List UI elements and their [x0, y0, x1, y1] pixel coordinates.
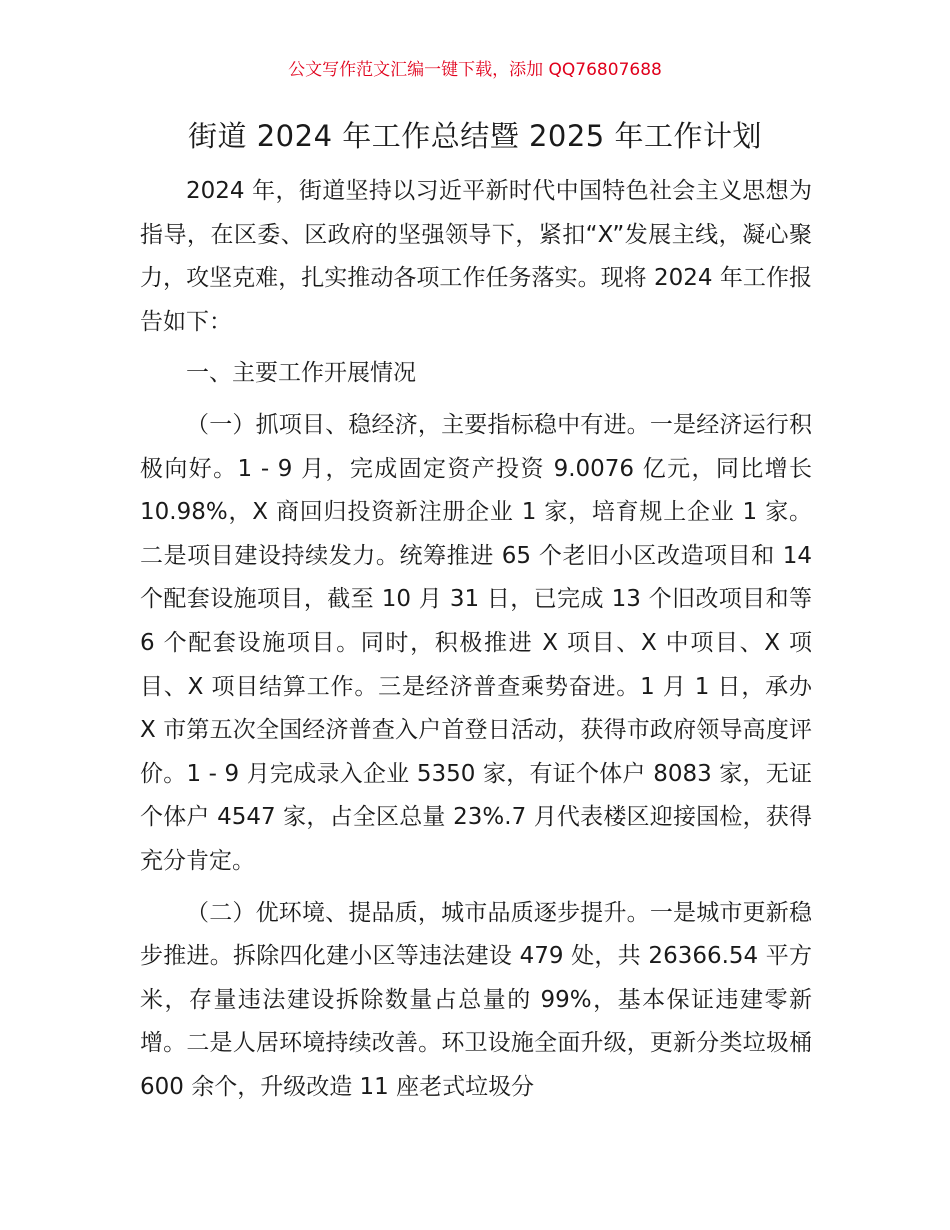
- section-heading: 一、主要工作开展情况: [186, 360, 416, 387]
- document-title: 街道 2024 年工作总结暨 2025 年工作计划: [188, 119, 762, 153]
- paragraph-economy: （一）抓项目、稳经济，主要指标稳中有进。一是经济运行积极向好。1 - 9 月，完成固定资产投资 9.0076 亿元，同比增长 10.98%，X 商回归投资新注册企业 1 家，培育规上企业 1 家。二是项目建设持续发力。统筹推进 65 个老旧小区改造项目和 14 个配套设施项目，截至 10 月 31 日，已完成 13 个旧改项目和等 6 个配套设施项目。同时，积极推进 X 项目、X 中项目、X 项目、X 项目结算工作。三是经济普查乘势奋进。1 月 1 日，承办 X 市第五次全国经济普查入户首登日活动，获得市政府领导高度评价。1 - 9 月完成录入企业 5350 家，有证个体户 8083 家，无证个体户 4547 家，占全区总量 23%.7 月代表楼区迎接国检，获得充分肯定。: [140, 411, 812, 874]
- document-body: [140, 170, 812, 1109]
- paragraph-environment: （二）优环境、提品质，城市品质逐步提升。一是城市更新稳步推进。拆除四化建小区等违法建设 479 处，共 26366.54 平方米，存量违法建设拆除数量占总量的 99%，基本保证违建零新增。二是人居环境持续改善。环卫设施全面升级，更新分类垃圾桶 600 余个，升级改造 11 座老式垃圾分: [140, 899, 812, 1100]
- intro-paragraph: 2024 年，街道坚持以习近平新时代中国特色社会主义思想为指导，在区委、区政府的坚强领导下，紧扣“X”发展主线，凝心聚力，攻坚克难，扎实推动各项工作任务落实。现将 2024 年工作报告如下：: [140, 178, 812, 335]
- promo-banner: 公文写作范文汇编一键下载，添加 QQ76807688: [288, 60, 662, 80]
